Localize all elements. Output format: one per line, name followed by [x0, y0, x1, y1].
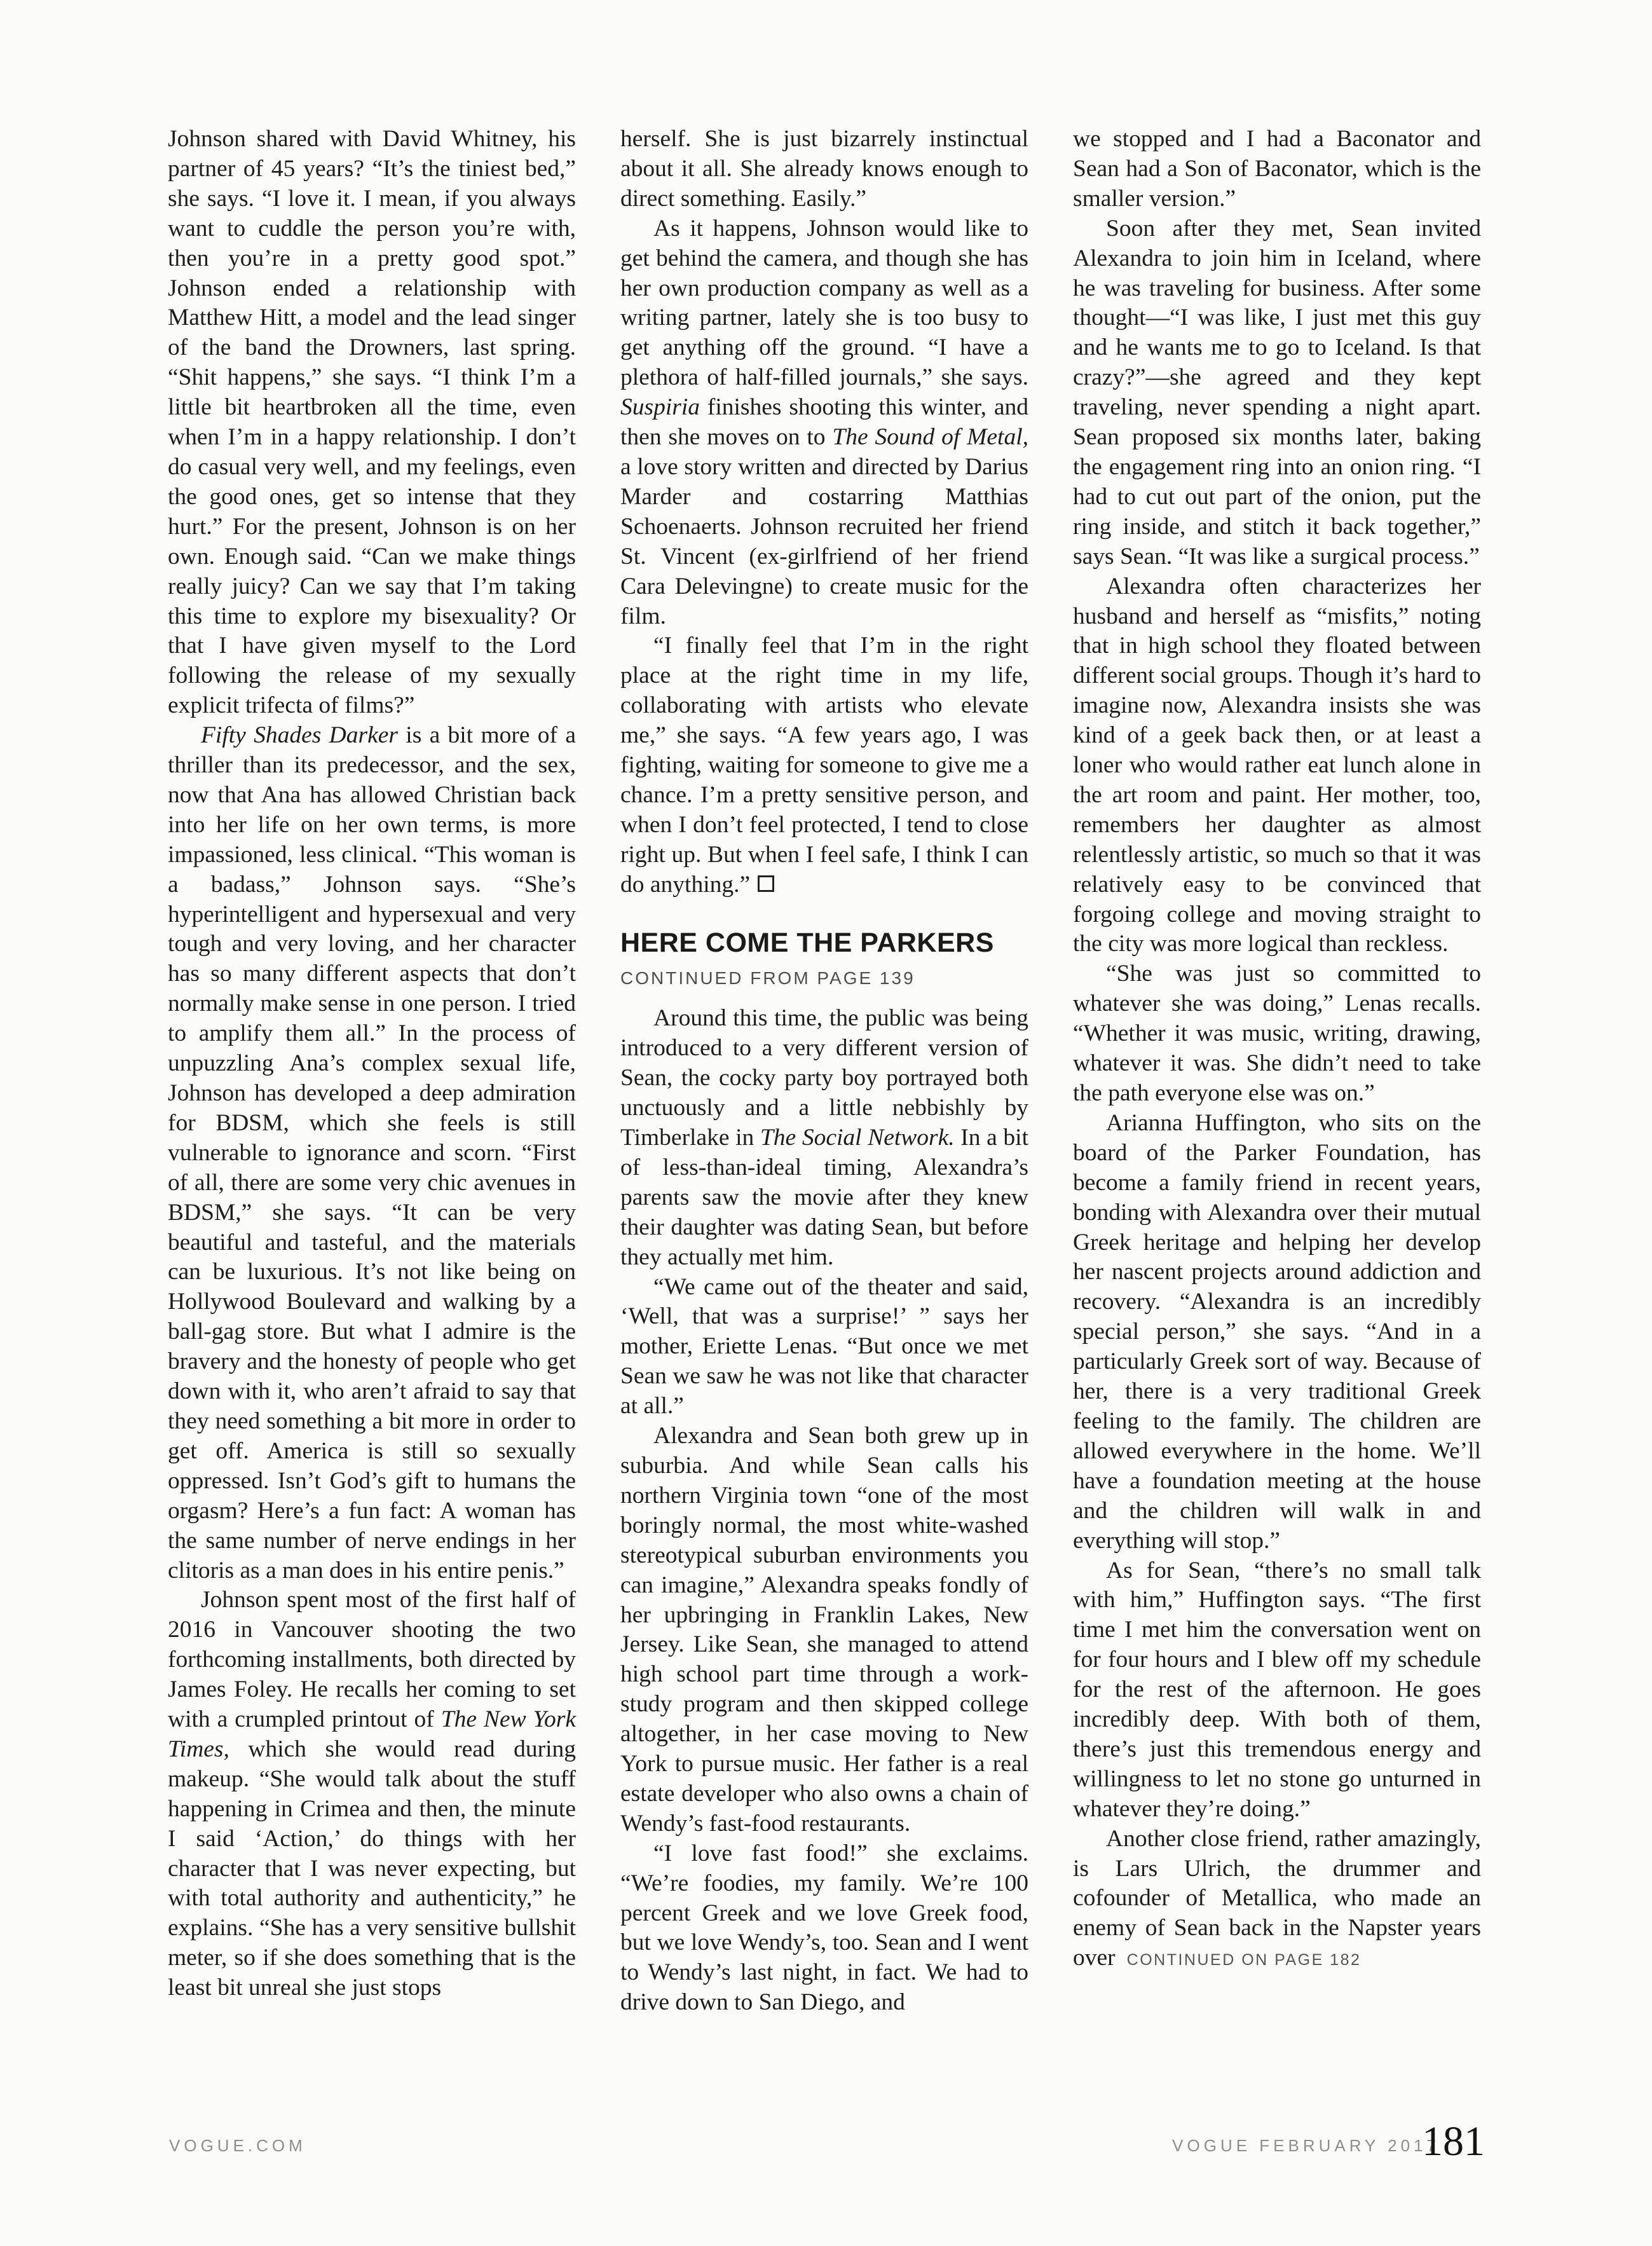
body-paragraph: As it happens, Johnson would like to get behind the camera, and though she has her own production company as well as a writing partner, lately she is too busy to get anything off the ground. “I have a plethora of half-filled journals,” she says. Suspiria finishes shooting this winter, and then she moves on to The Sound of Metal, a love story written and directed by Darius Marder and costarring Matthias Schoenaerts. Johnson recruited her friend St. Vincent (ex-girlfriend of her friend Cara Delevingne) to create music for the film. — [620, 215, 1028, 629]
body-paragraph: Johnson spent most of the first half of 2016 in Vancouver shooting the two forthcoming installments, both directed by James Foley. He recalls her coming to set with a crumpled printout of The New York Times, which she would read during makeup. “She would talk about the stuff happening in Crimea and then, the minute I said ‘Action,’ do things with her character that I was never expecting, but with total authority and authenticity,” he explains. “She has a very sensitive bullshit meter, so if she does something that is the least bit unreal she just stops — [168, 1587, 576, 2001]
footer-issue-label: VOGUE FEBRUARY 2017 — [1172, 2136, 1440, 2155]
section-title: HERE COME THE PARKERS — [620, 927, 994, 958]
footer-site-url: VOGUE.COM — [169, 2136, 306, 2155]
italic-title: The Sound of Metal, — [832, 424, 1028, 451]
italic-title: The Social Network. — [760, 1125, 955, 1151]
page-number: 181 — [1422, 2118, 1485, 2165]
body-paragraph: Alexandra often characterizes her husband and herself as “misfits,” noting that in high school they floated between different social groups. Though it’s hard to imagine now, Alexandra insists she was kind of a geek back then, or at least a loner who would rather eat lunch alone in the art room and paint. Her mother, too, remembers her daughter as almost relentlessly artistic, so much so that it was relatively easy to be convinced that forgoing college and moving straight to the city was more logical than reckless. — [1073, 573, 1481, 957]
body-paragraph: “I finally feel that I’m in the right place at the right time in my life, collaborating with artists who elevate me,” she says. “A few years ago, I was fighting, waiting for someone to give me a chance. I’m a pretty sensitive person, and when I don’t feel protected, I tend to close right up. But when I feel safe, I think I can do anything.” — [620, 633, 1028, 898]
body-paragraph: “I love fast food!” she exclaims. “We’re foodies, my family. We’re 100 percent Greek and we love Greek food, but we love Wendy’s, too. Sean and I went to Wendy’s last night, in fact. We had to drive down to San Diego, and — [620, 1840, 1028, 2016]
text-column-3 — [1073, 125, 1481, 1975]
body-paragraph: Alexandra and Sean both grew up in suburbia. And while Sean calls his northern Virginia town “one of the most boringly normal, the most white-washed stereotypical suburban environments you can imagine,” Alexandra speaks fondly of her upbringing in Franklin Lakes, New Jersey. Like Sean, she managed to attend high school part time through a work-study program and then skipped college altogether, in her case moving to New York to pursue music. Her father is a real estate developer who also owns a chain of Wendy’s fast-food restaurants. — [620, 1423, 1028, 1837]
section-heading-block — [620, 928, 1028, 994]
body-paragraph: Around this time, the public was being introduced to a very different version of Sean, the cocky party boy portrayed both unctuously and a little nebbishly by Timberlake in The Social Network. In a bit of less-than-ideal timing, Alexandra’s parents saw the movie after they knew their daughter was dating Sean, but before they actually met him. — [620, 1005, 1028, 1270]
body-paragraph: “We came out of the theater and said, ‘Well, that was a surprise!’ ” says her mother, Eriette Lenas. “But once we met Sean we saw he was not like that character at all.” — [620, 1273, 1028, 1420]
italic-title: Suspiria — [620, 394, 700, 421]
body-paragraph: Johnson shared with David Whitney, his partner of 45 years? “It’s the tiniest bed,” she says. “I love it. I mean, if you always want to cuddle the person you’re with, then you’re in a pretty good spot.” Johnson ended a relationship with Matthew Hitt, a model and the lead singer of the band the Drowners, last spring. “Shit happens,” she says. “I think I’m a little bit heartbroken all the time, even when I’m in a happy relationship. I don’t do casual very well, and my feelings, even the good ones, get so intense that they hurt.” For the present, Johnson is on her own. Enough said. “Can we make things really juicy? Can we say that I’m taking this time to explore my bisexuality? Or that I have given myself to the Lord following the release of my sexually explicit trifecta of films?” — [168, 126, 576, 719]
continued-on-note: CONTINUED ON PAGE 182 — [1126, 1951, 1362, 1969]
body-paragraph: Soon after they met, Sean invited Alexandra to join him in Iceland, where he was traveling for business. After some thought—“I was like, I just met this guy and he wants me to go to Iceland. Is that crazy?”—she agreed and they kept traveling, never spending a night apart. Sean proposed six months later, baking the engagement ring into an onion ring. “I had to cut out part of the onion, put the ring inside, and stitch it back together,” says Sean. “It was like a surgical process.” — [1073, 215, 1481, 570]
text-column-1 — [168, 125, 576, 2003]
italic-title: Fifty Shades Darker — [201, 722, 398, 749]
body-paragraph: Fifty Shades Darker is a bit more of a thriller than its predecessor, and the sex, now that Ana has allowed Christian back into her life on her own terms, is more impassioned, less clinical. “This woman is a badass,” Johnson says. “She’s hyperintelligent and hypersexual and very tough and very loving, and her character has so many different aspects that don’t normally make sense in one person. I tried to amplify them all.” In the process of unpuzzling Ana’s complex sexual life, Johnson has developed a deep admiration for BDSM, which she feels is still vulnerable to ignorance and scorn. “First of all, there are some very chic avenues in BDSM,” she says. “It can be very beautiful and tasteful, and the materials can be luxurious. It’s not like being on Hollywood Boulevard and walking by a ball-gag store. But what I admire is the bravery and the honesty of people who get down with it, who aren’t afraid to say that they need something a bit more in order to get off. America is still so sexually oppressed. Isn’t God’s gift to humans the orgasm? Here’s a fun fact: A woman has the same number of nerve endings in her clitoris as a man does in his entire penis.” — [168, 722, 576, 1584]
end-of-article-mark — [758, 875, 774, 892]
text-column-2 — [620, 125, 1028, 2018]
body-paragraph: Arianna Huffington, who sits on the board of the Parker Foundation, has become a family friend in recent years, bonding with Alexandra over their mutual Greek heritage and helping her develop her nascent projects around addiction and recovery. “Alexandra is an incredibly special person,” she says. “And in a particularly Greek sort of way. Because of her, there is a very traditional Greek feeling to the family. The children are allowed everywhere in the home. We’ll have a foundation meeting at the house and the children will walk in and everything will stop.” — [1073, 1109, 1481, 1554]
body-paragraph: As for Sean, “there’s no small talk with him,” Huffington says. “The first time I met him the conversation went on for four hours and I blew off my schedule for the rest of the afternoon. He goes incredibly deep. With both of them, there’s just this tremendous energy and willingness to let no stone go unturned in whatever they’re doing.” — [1073, 1557, 1481, 1822]
section-continued-from-note: CONTINUED FROM PAGE 139 — [620, 968, 915, 989]
italic-title: The New York Times, — [168, 1706, 576, 1762]
body-paragraph: Another close friend, rather amazingly, is Lars Ulrich, the drummer and cofounder of Metallica, who made an enemy of Sean back in the Napster years over CONTINUED ON PAGE 182 — [1073, 1825, 1481, 1971]
body-paragraph: we stopped and I had a Baconator and Sean had a Son of Baconator, which is the smaller version.” — [1073, 126, 1481, 212]
body-paragraph: “She was just so committed to whatever she was doing,” Lenas recalls. “Whether it was music, writing, drawing, whatever it was. She didn’t need to take the path everyone else was on.” — [1073, 961, 1481, 1106]
body-paragraph: herself. She is just bizarrely instinctual about it all. She already knows enough to direct something. Easily.” — [620, 126, 1028, 212]
